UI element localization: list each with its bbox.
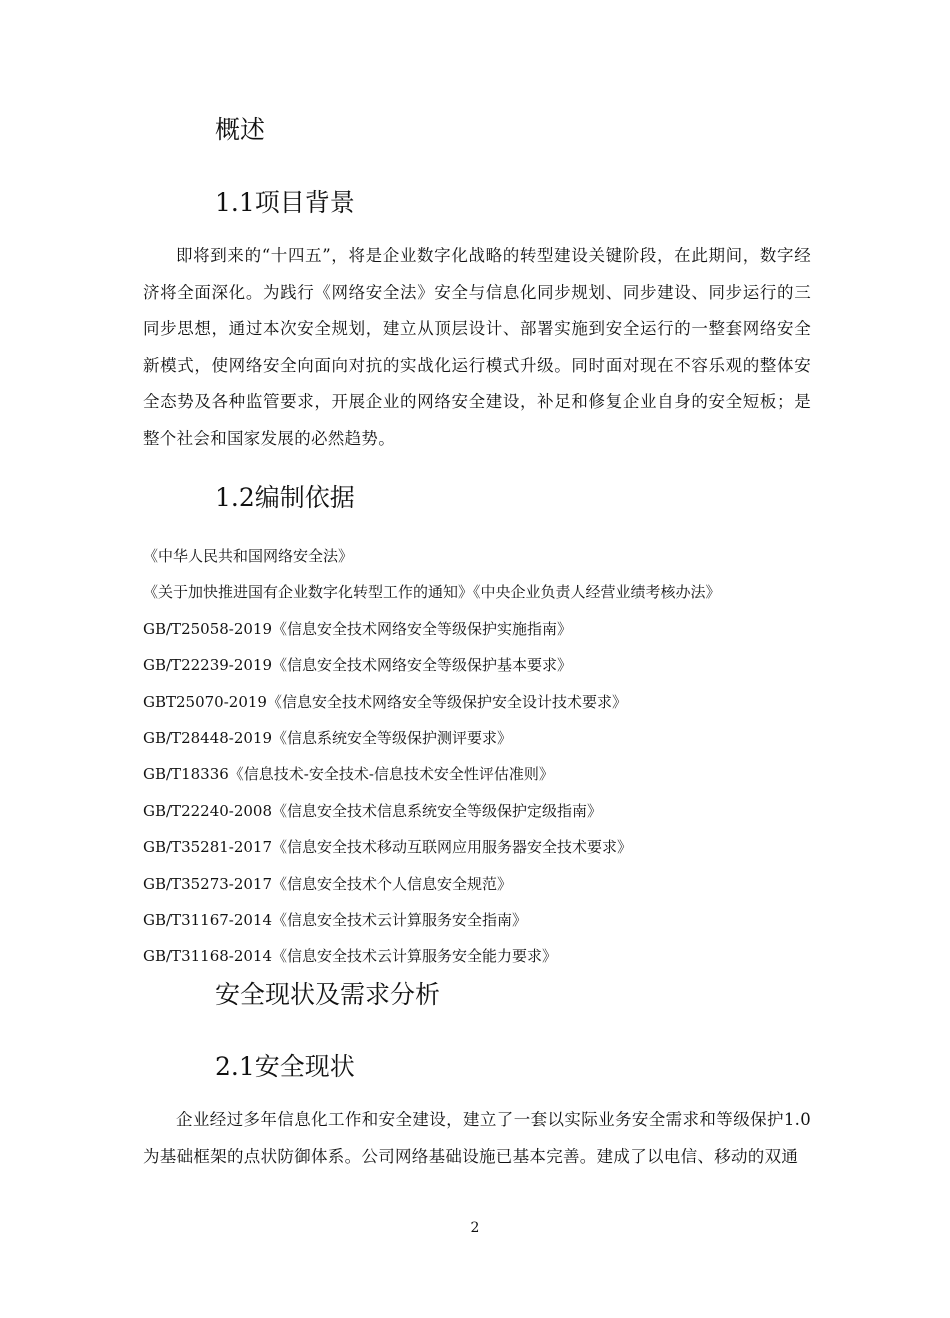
reference-item: 《中华人民共和国网络安全法》 xyxy=(143,547,354,565)
heading-compilation-basis: 1.2编制依据 xyxy=(215,483,355,512)
reference-item: GB/T31167-2014《信息安全技术云计算服务安全指南》 xyxy=(143,910,528,929)
reference-item: GB/T31168-2014《信息安全技术云计算服务安全能力要求》 xyxy=(143,947,558,966)
reference-item: GB/T18336《信息技术-安全技术-信息技术安全性评估准则》 xyxy=(143,765,554,784)
reference-item: GB/T35273-2017《信息安全技术个人信息安全规范》 xyxy=(143,874,513,893)
page-number: 2 xyxy=(470,1220,480,1236)
reference-item: GB/T22239-2019《信息安全技术网络安全等级保护基本要求》 xyxy=(143,656,573,675)
reference-list xyxy=(143,538,843,975)
paragraph-current-status: 企业经过多年信息化工作和安全建设，建立了一套以实际业务安全需求和等级保护1.0为基础框架的点状防御体系。公司网络基础设施已基本完善。建成了以电信、移动的双通 xyxy=(143,1110,811,1166)
paragraph-background: 即将到来的“十四五”，将是企业数字化战略的转型建设关键阶段，在此期间，数字经济将全面深化。为践行《网络安全法》安全与信息化同步规划、同步建设、同步运行的三同步思想，通过本次安全规划，建立从顶层设计、部署实施到安全运行的一整套网络安全新模式，使网络安全向面向对抗的实战化运行模式升级。同时面对现在不容乐观的整体安全态势及各种监管要求，开展企业的网络安全建设，补足和修复企业自身的安全短板；是整个社会和国家发展的必然趋势。 xyxy=(143,246,811,448)
reference-item: GB/T28448-2019《信息系统安全等级保护测评要求》 xyxy=(143,728,513,747)
heading-overview: 概述 xyxy=(215,115,266,144)
reference-item: GB/T35281-2017《信息安全技术移动互联网应用服务器安全技术要求》 xyxy=(143,838,633,857)
heading-security-analysis: 安全现状及需求分析 xyxy=(215,980,441,1009)
reference-item: GBT25070-2019《信息安全技术网络安全等级保护安全设计技术要求》 xyxy=(143,692,627,711)
reference-item: GB/T25058-2019《信息安全技术网络安全等级保护实施指南》 xyxy=(143,619,573,638)
heading-current-status: 2.1安全现状 xyxy=(215,1052,355,1081)
heading-project-background: 1.1项目背景 xyxy=(215,188,355,217)
reference-item: GB/T22240-2008《信息安全技术信息系统安全等级保护定级指南》 xyxy=(143,801,603,820)
reference-item: 《关于加快推进国有企业数字化转型工作的通知》《中央企业负责人经营业绩考核办法》 xyxy=(143,583,721,602)
